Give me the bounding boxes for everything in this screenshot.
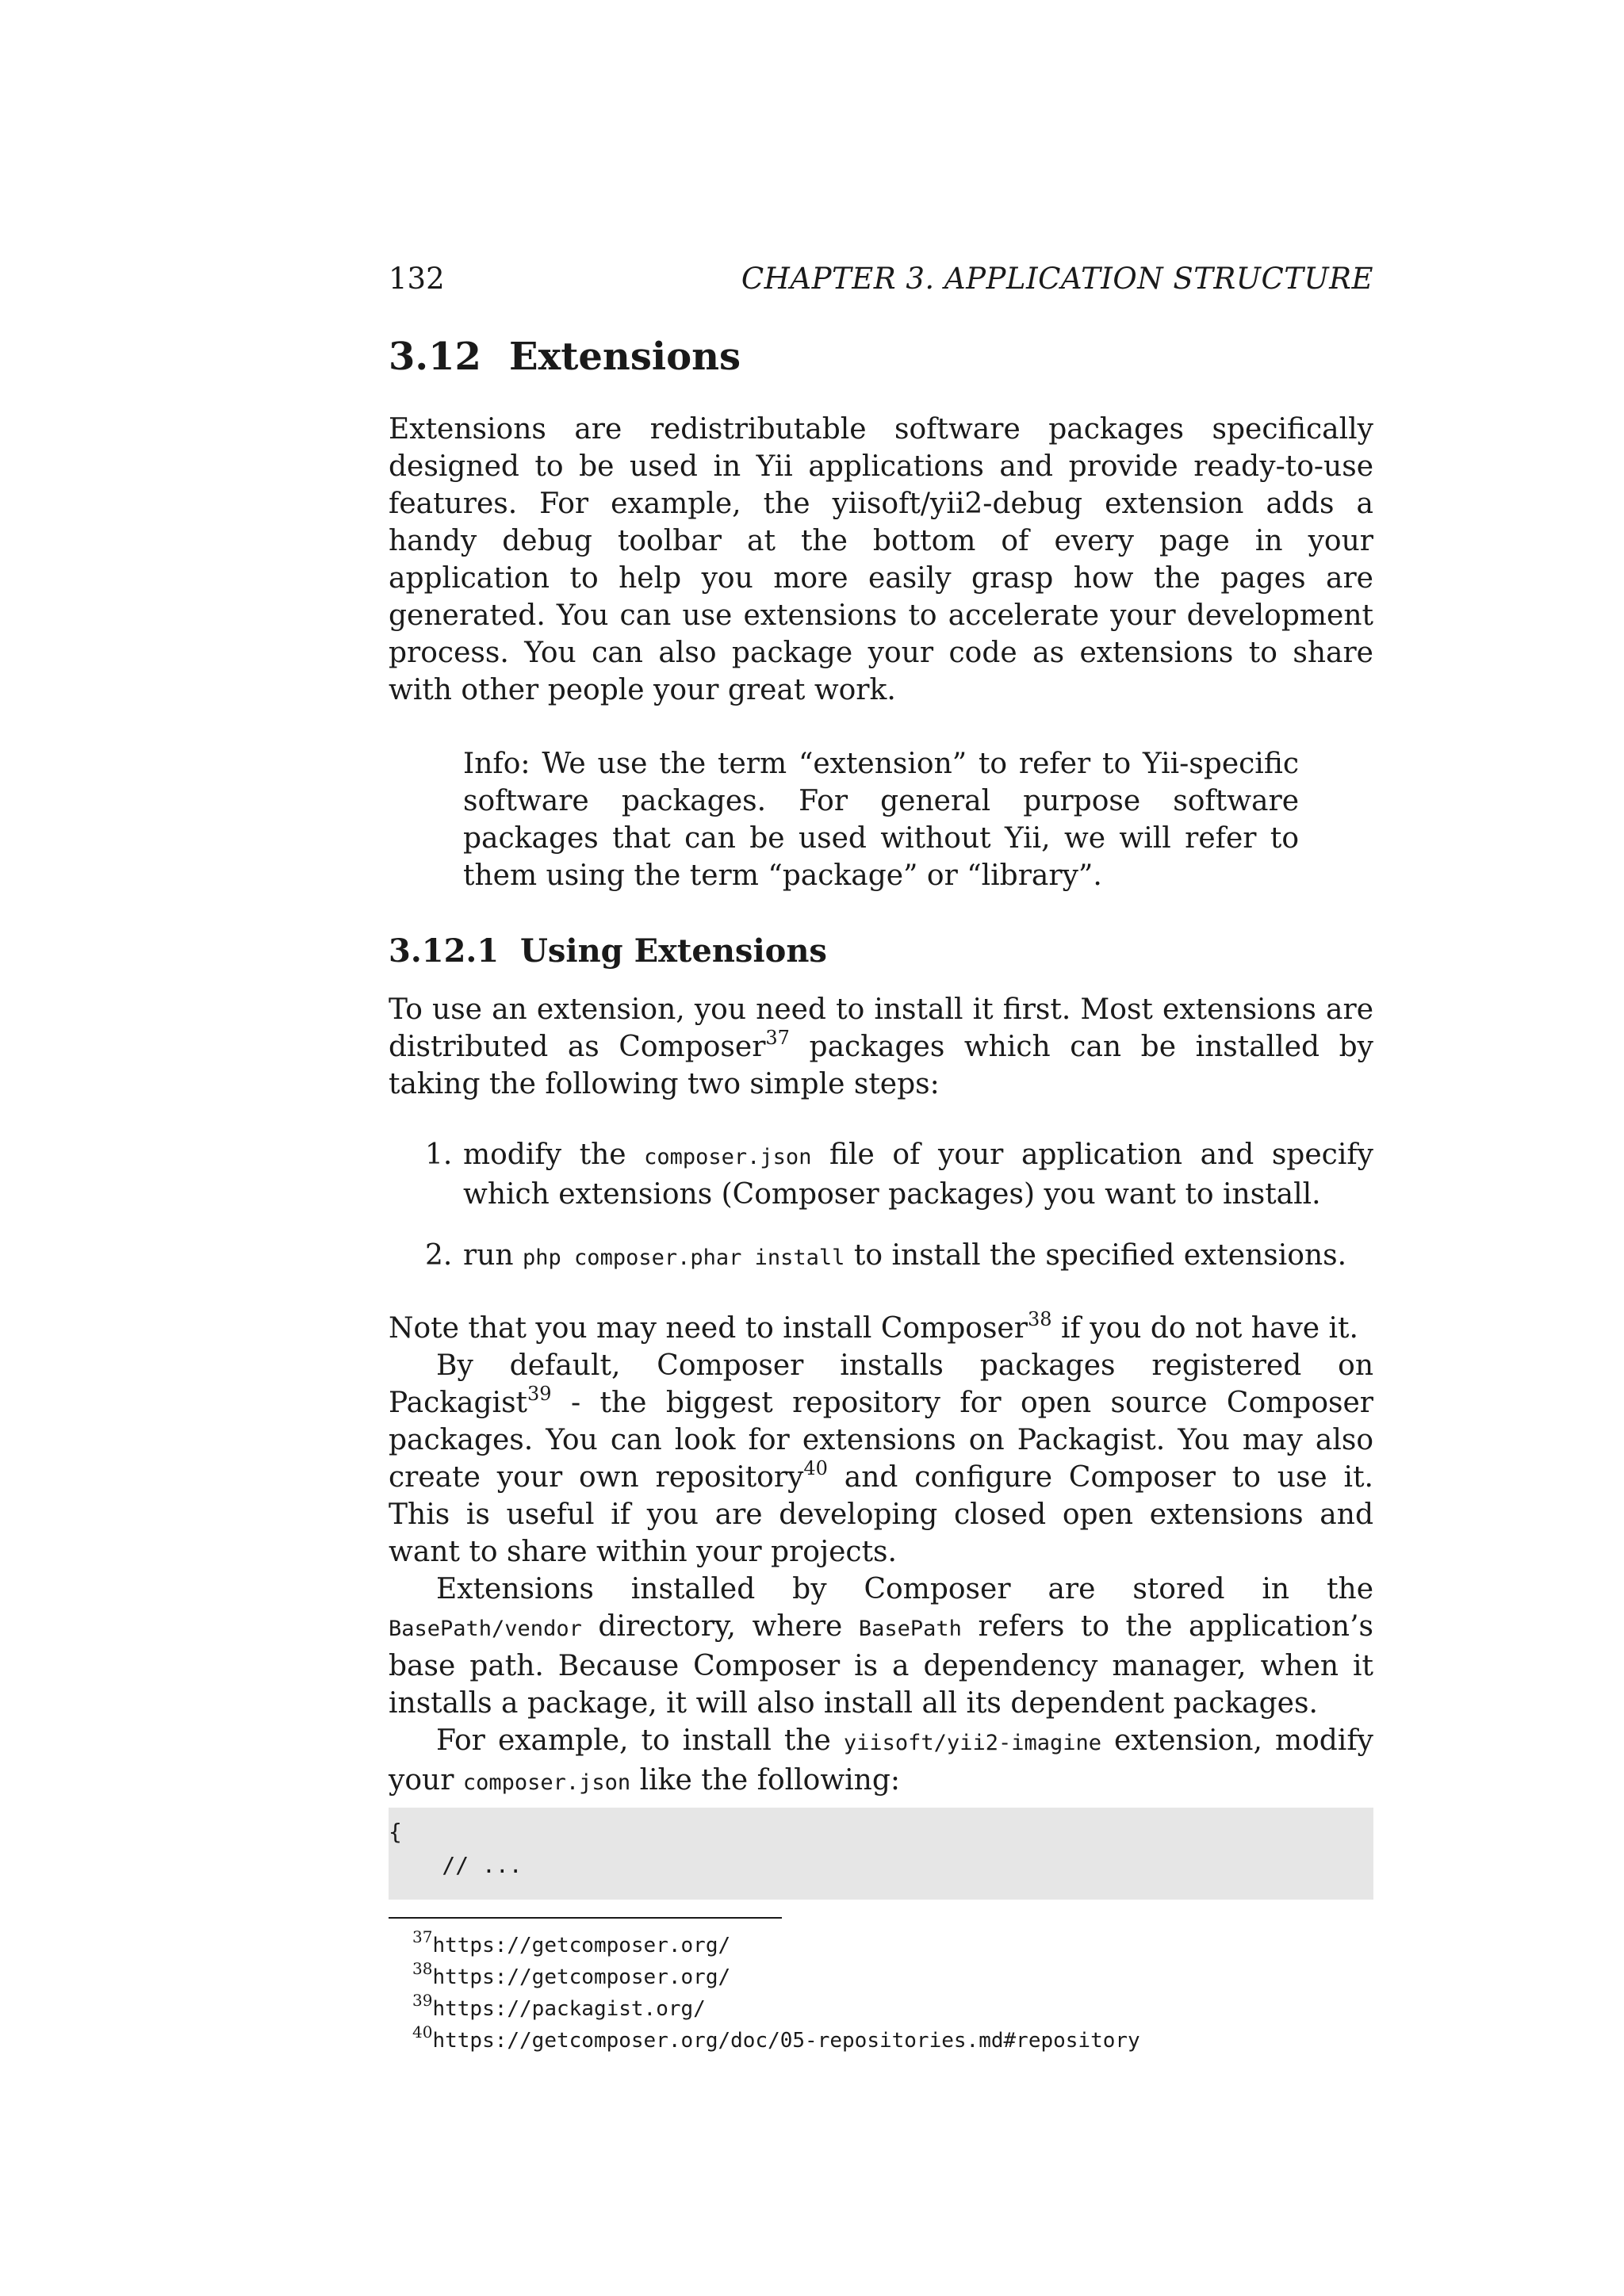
footnote-link[interactable]: https://getcomposer.org/	[432, 1965, 731, 1989]
footnote-link[interactable]: https://getcomposer.org/	[432, 1934, 731, 1957]
subsection-heading	[389, 931, 1373, 972]
footnote-number: 38	[412, 1959, 433, 1978]
chapter-title: CHAPTER 3. APPLICATION STRUCTURE	[741, 262, 1373, 296]
footnote-number: 39	[412, 1991, 433, 2010]
using-paragraph: To use an extension, you need to install it first. Most extensions are distributed as Composer$^{37}$ packages which can be installed by taking the following two simple steps:	[389, 993, 1373, 1100]
inline-code: BasePath/vendor	[389, 1617, 582, 1641]
inline-code: php composer.phar install	[523, 1246, 845, 1270]
page-number: 132	[389, 262, 445, 296]
note-paragraph: Note that you may need to install Composer$^{38}$ if you do not have it.	[389, 1308, 1358, 1345]
footnote-ref-39[interactable]: 39	[527, 1383, 552, 1405]
section-number: 3.12	[389, 335, 481, 379]
inline-code: yiisoft/yii2-imagine	[843, 1731, 1101, 1755]
subsection-title: Using Extensions	[520, 932, 827, 970]
default-paragraph: By default, Composer installs packages registered on Packagist$^{39}$ - the biggest repository for open source Composer packages. You can look for extensions on Packagist. You may also create your own repository$^{40}$ and configure Composer to use it. This is useful if you are developing closed open extensions and want to share within your projects.	[389, 1349, 1373, 1568]
installed-paragraph: Extensions installed by Composer are stored in the BasePath/vendor directory, where BasePath refers to the application’s base path. Because Composer is a dependency manager, when it installs a package, it will also install all its dependent packages.	[389, 1573, 1373, 1720]
section-heading	[389, 333, 1373, 381]
list-marker: 2.	[425, 1239, 453, 1272]
subsection-number: 3.12.1	[389, 932, 500, 970]
inline-code: composer.json	[644, 1145, 812, 1169]
code-block: { // ...	[389, 1808, 1373, 1900]
footnote-number: 40	[412, 2022, 433, 2042]
footnote-link[interactable]: https://getcomposer.org/doc/05-repositories.md#repository	[432, 2029, 1140, 2053]
list-marker: 1.	[425, 1138, 453, 1171]
running-head	[389, 258, 1373, 300]
footnote-link[interactable]: https://packagist.org/	[432, 1997, 706, 2021]
inline-code: composer.json	[462, 1770, 631, 1795]
footnotes	[389, 1927, 1373, 2057]
footnote-number: 37	[412, 1927, 433, 1946]
steps-list	[389, 1136, 1373, 1276]
inline-code: BasePath	[858, 1617, 962, 1641]
footnote-divider	[389, 1917, 782, 1919]
list-item: 2. run php composer.phar install to install the specified extensions.	[389, 1237, 1373, 1276]
intro-paragraph: Extensions are redistributable software packages specifically designed to be used in Yii applications and provide ready-to-use features. For example, the yiisoft/yii2-debug extension adds a handy debug toolbar at the bottom of every page in your application to help you more easily grasp how the pages are generated. You can use extensions to accelerate your development process. You can also package your code as extensions to share with other people your great work.	[389, 413, 1373, 706]
footnote	[412, 1927, 1373, 1961]
example-paragraph: For example, to install the yiisoft/yii2-imagine extension, modify your composer.json like the following:	[389, 1724, 1373, 1797]
footnote-ref-40[interactable]: 40	[803, 1457, 828, 1479]
footnote-ref-37[interactable]: 37	[765, 1027, 790, 1049]
info-box: Info: We use the term “extension” to refer to Yii-specific software packages. For general purpose software packages that can be used without Yii, we will refer to them using the term “package” or “library”.	[463, 748, 1299, 892]
list-item: 1. modify the composer.json file of your application and specify which extensions (Composer packages) you want to install.	[389, 1136, 1373, 1213]
footnote	[412, 1961, 1373, 1993]
footnote	[412, 2022, 1373, 2057]
section-title: Extensions	[509, 335, 741, 379]
footnote-ref-38[interactable]: 38	[1027, 1308, 1052, 1330]
footnote	[412, 1993, 1373, 2025]
page	[389, 258, 1373, 2057]
